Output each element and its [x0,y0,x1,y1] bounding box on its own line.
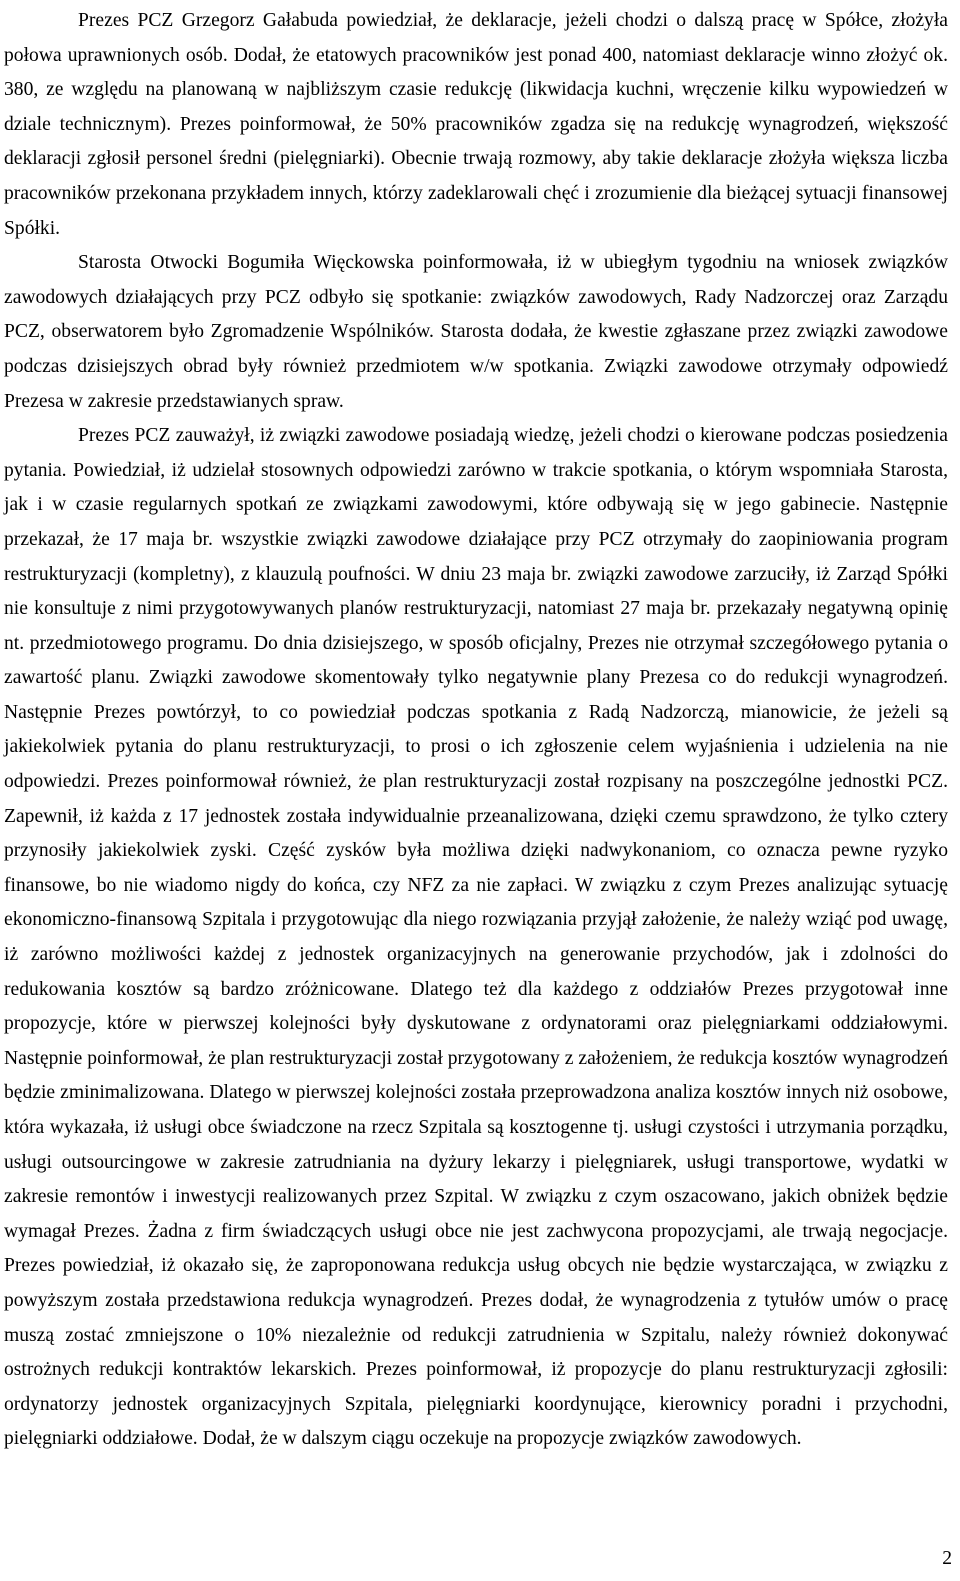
page-number: 2 [942,1548,952,1569]
document-body [4,4,948,1457]
paragraph-2: Starosta Otwocki Bogumiła Więckowska poinformowała, iż w ubiegłym tygodniu na wniosek związków zawodowych działających przy PCZ odbyło się spotkanie: związków zawodowych, Rady Nadzorczej oraz Zarządu PCZ, obserwatorem było Zgromadzenie Wspólników. Starosta dodała, że kwestie zgłaszane przez związki zawodowe podczas dzisiejszych obrad były również przedmiotem w/w spotkania. Związki zawodowe otrzymały odpowiedź Prezesa w zakresie przedstawianych spraw. [4,252,948,412]
paragraph-1: Prezes PCZ Grzegorz Gałabuda powiedział, że deklaracje, jeżeli chodzi o dalszą pracę w Spółce, złożyła połowa uprawnionych osób. Dodał, że etatowych pracowników jest ponad 400, natomiast deklaracje winno złożyć ok. 380, ze względu na planowaną w najbliższym czasie redukcję (likwidacja kuchni, wręczenie kilku wypowiedzeń w dziale technicznym). Prezes poinformował, że 50% pracowników zgadza się na redukcję wynagrodzeń, większość deklaracji zgłosił personel średni (pielęgniarki). Obecnie trwają rozmowy, aby takie deklaracje złożyła większa liczba pracowników przekonana przykładem innych, którzy zadeklarowali chęć i zrozumienie dla bieżącej sytuacji finansowej Spółki. [4,10,948,239]
paragraph-3: Prezes PCZ zauważył, iż związki zawodowe posiadają wiedzę, jeżeli chodzi o kierowane podczas posiedzenia pytania. Powiedział, iż udzielał stosownych odpowiedzi zarówno w trakcie spotkania, o którym wspomniała Starosta, jak i w czasie regularnych spotkań ze związkami zawodowymi, które odbywają się w jego gabinecie. Następnie przekazał, że 17 maja br. wszystkie związki zawodowe działające przy PCZ otrzymały do zaopiniowania program restrukturyzacji (kompletny), z klauzulą poufności. W dniu 23 maja br. związki zawodowe zarzuciły, iż Zarząd Spółki nie konsultuje z nimi przygotowywanych planów restrukturyzacji, natomiast 27 maja br. przekazały negatywną opinię nt. przedmiotowego programu. Do dnia dzisiejszego, w sposób oficjalny, Prezes nie otrzymał szczegółowego pytania o zawartość planu. Związki zawodowe skomentowały tylko negatywnie plany Prezesa co do redukcji wynagrodzeń. Następnie Prezes powtórzył, to co powiedział podczas spotkania z Radą Nadzorczą, mianowicie, że jeżeli są jakiekolwiek pytania do planu restrukturyzacji, to prosi o ich zgłoszenie celem wyjaśnienia i udzielenia na nie odpowiedzi. Prezes poinformował również, że plan restrukturyzacji został rozpisany na poszczególne jednostki PCZ. Zapewnił, iż każda z 17 jednostek została indywidualnie przeanalizowana, dzięki czemu sprawdzono, że tylko cztery przynosiły jakiekolwiek zyski. Część zysków była możliwa dzięki nadwykonaniom, co oznacza pewne ryzyko finansowe, bo nie wiadomo nigdy do końca, czy NFZ za nie zapłaci. W związku z czym Prezes analizując sytuację ekonomiczno-finansową Szpitala i przygotowując dla niego rozwiązania przyjął założenie, że należy wziąć pod uwagę, iż zarówno możliwości każdej z jednostek organizacyjnych na generowanie przychodów, jak i zdolności do redukowania kosztów są bardzo zróżnicowane. Dlatego też dla każdego z oddziałów Prezes przygotował inne propozycje, które w pierwszej kolejności były dyskutowane z ordynatorami oraz pielęgniarkami oddziałowymi. Następnie poinformował, że plan restrukturyzacji został przygotowany z założeniem, że redukcja kosztów wynagrodzeń będzie zminimalizowana. Dlatego w pierwszej kolejności została przeprowadzona analiza kosztów innych niż osobowe, która wykazała, iż usługi obce świadczone na rzecz Szpitala są kosztogenne tj. usługi czystości i utrzymania porządku, usługi outsourcingowe w zakresie zatrudniania na dyżury lekarzy i pielęgniarek, usługi transportowe, wydatki w zakresie remontów i inwestycji realizowanych przez Szpital. W związku z czym oszacowano, jakich obniżek będzie wymagał Prezes. Żadna z firm świadczących usługi obce nie jest zachwycona propozycjami, ale trwają negocjacje. Prezes powiedział, iż okazało się, że zaproponowana redukcja usług obcych nie będzie wystarczająca, w związku z powyższym została przedstawiona redukcja wynagrodzeń. Prezes dodał, że wynagrodzenia z tytułów umów o pracę muszą zostać zmniejszone o 10% niezależnie od redukcji zatrudnienia w Szpitalu, należy również dokonywać ostrożnych redukcji kontraktów lekarskich. Prezes poinformował, iż propozycje do planu restrukturyzacji zgłosili: ordynatorzy jednostek organizacyjnych Szpitala, pielęgniarki koordynujące, kierownicy poradni i przychodni, pielęgniarki oddziałowe. Dodał, że w dalszym ciągu oczekuje na propozycje związków zawodowych. [4,425,948,1450]
